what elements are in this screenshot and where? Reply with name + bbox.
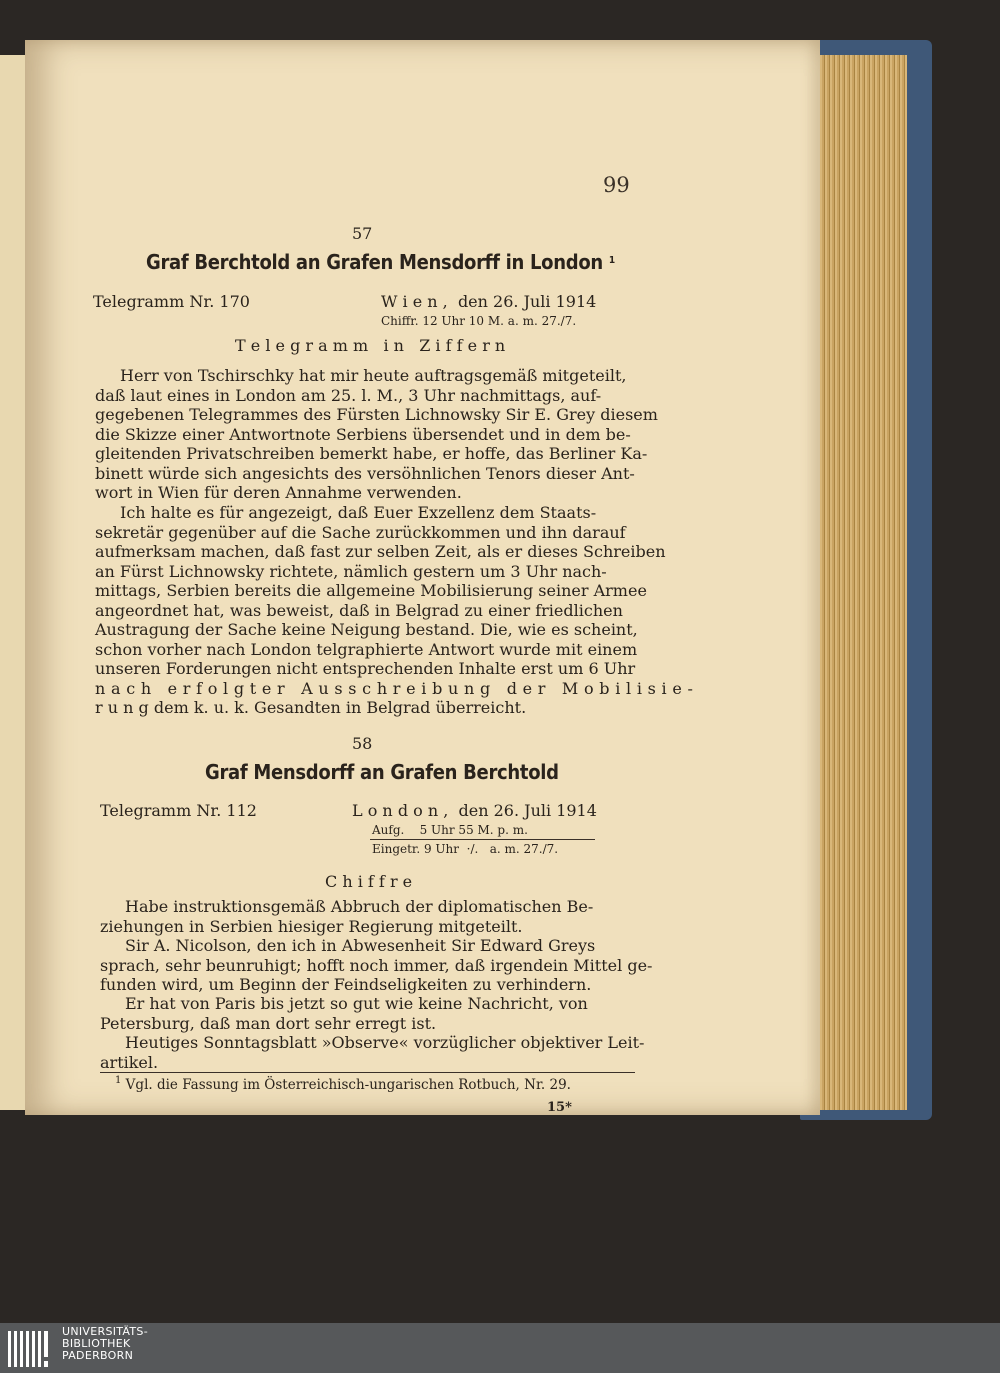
text-line: wort in Wien für deren Annahme verwenden. — [95, 483, 462, 502]
library-name-line-1: UNIVERSITÄTS- — [62, 1325, 148, 1338]
library-name-line-3: PADERBORN — [62, 1349, 134, 1362]
paragraph-57-1 — [95, 366, 658, 503]
footnote-reference: 1 — [608, 255, 615, 266]
paragraph-57-2 — [95, 503, 694, 718]
dispatch-rule — [370, 839, 595, 840]
telegram-number-57: Telegramm Nr. 170 — [93, 292, 250, 311]
document-title-57 — [146, 250, 615, 274]
text-line: Herr von Tschirschky hat mir heute auftragsgemäß mitgeteilt, — [120, 366, 627, 385]
text-line: aufmerksam machen, daß fast zur selben Zeit, als er dieses Schreiben — [95, 542, 666, 561]
text-line: sekretär gegenüber auf die Sache zurückkommen und ihn darauf — [95, 522, 626, 542]
text-spaced: r u n g — [95, 698, 149, 717]
place-date-57: W i e n , den 26. Juli 1914 — [381, 292, 597, 311]
text-line: Petersburg, daß man dort sehr erregt ist. — [100, 1013, 437, 1033]
text-line: artikel. — [100, 1052, 159, 1072]
text-line: an Fürst Lichnowsky richtete, nämlich gestern um 3 Uhr nach- — [95, 561, 607, 581]
text-rest: dem k. u. k. Gesandten in Belgrad überreicht. — [148, 698, 527, 717]
text-line: gegebenen Telegrammes des Fürsten Lichnowsky Sir E. Grey diesem — [95, 405, 658, 424]
paragraph-58-1 — [100, 897, 640, 936]
paragraph-58-3 — [100, 994, 640, 1033]
page-edges — [812, 55, 907, 1110]
text-line: funden wird, um Beginn der Feindseligkeiten zu verhindern. — [100, 975, 592, 994]
paragraph-58-4 — [100, 1033, 645, 1072]
signature-mark: 15* — [547, 1100, 572, 1115]
dispatch-time-58: Aufg. 5 Uhr 55 M. p. m. — [372, 823, 528, 837]
text-line: Heutiges Sonntagsblatt »Observe« vorzüglicher objektiver Leit- — [125, 1033, 645, 1052]
text-line: unseren Forderungen nicht entsprechenden Inhalte erst um 6 Uhr — [95, 659, 636, 678]
text-line: angeordnet hat, was beweist, daß in Belgrad zu einer friedlichen — [95, 600, 623, 620]
footnote-marker: 1 — [115, 1075, 122, 1086]
document-number-57: 57 — [352, 224, 373, 243]
place-date-58: L o n d o n , den 26. Juli 1914 — [352, 801, 597, 820]
paragraph-58-2 — [100, 936, 653, 995]
text-line-spaced: n a c h e r f o l g t e r A u s s c h r e i b u n g d e r M o b i l i s i e - — [95, 678, 694, 698]
text-line: ziehungen in Serbien hiesiger Regierung mitgeteilt. — [100, 916, 523, 936]
text-line: Habe instruktionsgemäß Abbruch der diplomatischen Be- — [125, 897, 594, 916]
telegram-type-58: C h i f f r e — [325, 872, 413, 891]
text-line: mittags, Serbien bereits die allgemeine Mobilisierung seiner Armee — [95, 581, 647, 600]
telegram-number-58: Telegramm Nr. 112 — [100, 801, 257, 820]
text-line: Er hat von Paris bis jetzt so gut wie keine Nachricht, von — [125, 994, 588, 1013]
document-title-58: Graf Mensdorff an Grafen Berchtold — [205, 760, 559, 784]
library-name-line-2: BIBLIOTHEK — [62, 1337, 131, 1350]
footnote-text: Vgl. die Fassung im Österreichisch-ungarischen Rotbuch, Nr. 29. — [125, 1077, 571, 1093]
page-number: 99 — [603, 173, 630, 197]
telegram-type-57: T e l e g r a m m i n Z i f f e r n — [235, 336, 506, 355]
footnote — [115, 1077, 571, 1093]
text-line: sprach, sehr beunruhigt; hofft noch immer, daß irgendein Mittel ge- — [100, 955, 653, 975]
cipher-note-57: Chiffr. 12 Uhr 10 M. a. m. 27./7. — [381, 314, 577, 328]
text-line — [95, 698, 635, 718]
text-line: die Skizze einer Antwortnote Serbiens übersendet und in dem be- — [95, 424, 631, 444]
document-title-57-text: Graf Berchtold an Grafen Mensdorff in London — [146, 250, 603, 274]
footnote-divider — [100, 1072, 635, 1073]
text-line: gleitenden Privatschreiben bemerkt habe, er hoffe, das Berliner Ka- — [95, 444, 648, 463]
text-line: schon vorher nach London telgraphierte Antwort wurde mit einem — [95, 639, 638, 659]
text-line: Sir A. Nicolson, den ich in Abwesenheit Sir Edward Greys — [125, 936, 596, 955]
text-line: Austragung der Sache keine Neigung bestand. Die, wie es scheint, — [95, 620, 638, 639]
library-logo-icon — [8, 1331, 56, 1367]
receipt-time-58: Eingetr. 9 Uhr ·/. a. m. 27./7. — [372, 842, 559, 856]
book-page — [25, 40, 820, 1115]
library-footer — [0, 1323, 1000, 1373]
document-number-58: 58 — [352, 734, 373, 753]
text-line: Ich halte es für angezeigt, daß Euer Exzellenz dem Staats- — [120, 503, 597, 522]
text-line: binett würde sich angesichts des versöhnlichen Tenors dieser Ant- — [95, 463, 635, 483]
text-line: daß laut eines in London am 25. l. M., 3 Uhr nachmittags, auf- — [95, 385, 602, 405]
